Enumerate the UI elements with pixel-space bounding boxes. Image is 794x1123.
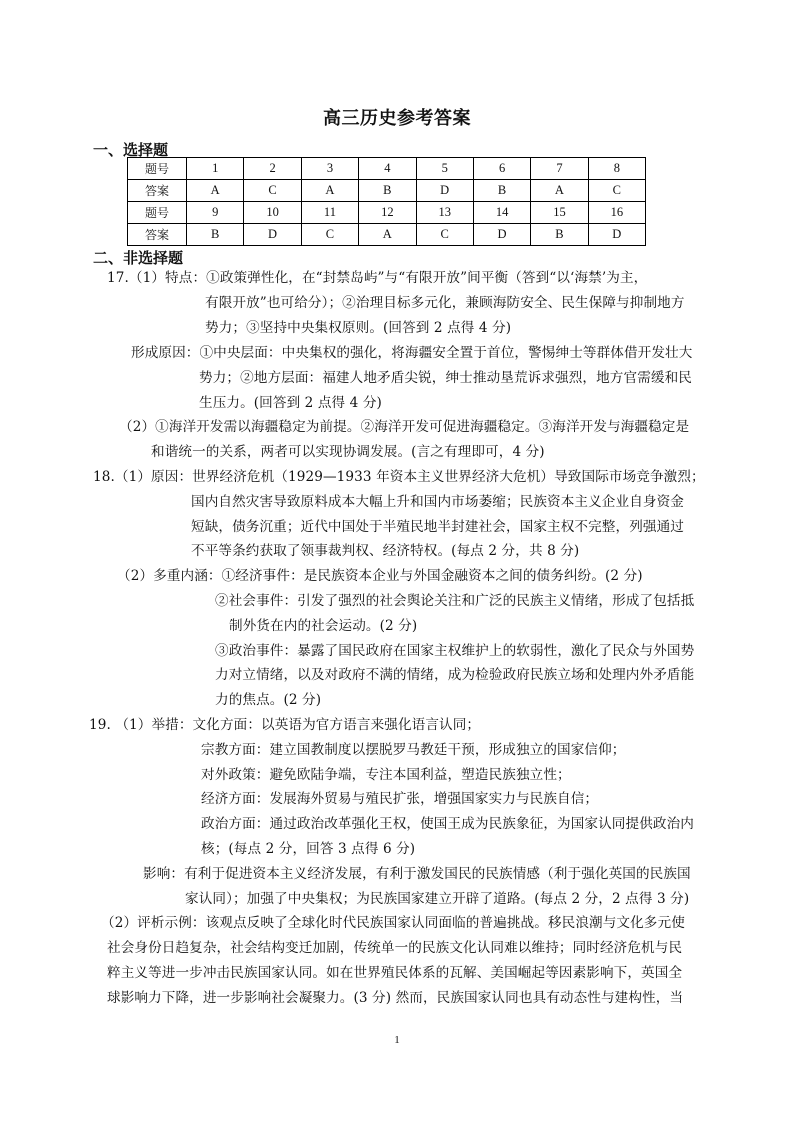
answer-line: 经济方面：发展海外贸易与殖民扩张，增强国家实力与民族自信；: [201, 791, 599, 807]
answer-line: （2）评析示例：该观点反映了全球化时代民族国家认同面临的普遍挑战。移民浪潮与文化多元使: [101, 915, 685, 931]
table-row: [128, 202, 646, 224]
row-label: 答案: [128, 180, 187, 202]
answer-line: 势力；②地方层面：福建人地矛盾尖锐，绅士推动垦荒诉求强烈，地方官需缓和民: [199, 370, 692, 386]
table-cell: 5: [416, 158, 473, 180]
page-number: 1: [394, 1034, 400, 1046]
answer-line: （2）多重内涵：①经济事件：是民族资本企业与外国金融资本之间的债务纠纷。(2 分): [117, 568, 643, 584]
answer-line: 不平等条约获取了领事裁判权、经济特权。(每点 2 分，共 8 分): [191, 543, 580, 559]
table-cell: C: [301, 224, 358, 246]
answer-line: 形成原因：①中央层面：中央集权的强化，将海疆安全置于首位，警惕绅士等群体借开发壮大: [131, 345, 693, 361]
section-heading-nonchoice: 二、非选择题: [93, 249, 184, 267]
table-cell: B: [531, 224, 588, 246]
table-row: [128, 224, 646, 246]
table-cell: 15: [531, 202, 588, 224]
table-cell: 11: [301, 202, 358, 224]
table-cell: 6: [473, 158, 530, 180]
row-label: 题号: [128, 158, 187, 180]
answer-line: 球影响力下降，进一步影响社会凝聚力。(3 分) 然而，民族国家认同也具有动态性与建构性，当: [107, 990, 684, 1006]
answer-line: 19. （1）举措：文化方面：以英语为官方语言来强化语言认同；: [89, 717, 481, 733]
answer-line: 17.（1）特点：①政策弹性化，在“封禁岛屿”与“有限开放”间平衡（答到“以‘海禁’为主，: [107, 270, 648, 286]
table-cell: D: [473, 224, 530, 246]
page-title: 高三历史参考答案: [323, 108, 471, 129]
table-cell: 4: [359, 158, 416, 180]
table-row: [128, 158, 646, 180]
answer-line: 有限开放”也可给分）；②治理目标多元化，兼顾海防安全、民生保障与抑制地方: [205, 295, 685, 311]
table-cell: D: [244, 224, 301, 246]
answer-line: 短缺，债务沉重；近代中国处于半殖民地半封建社会，国家主权不完整，列强通过: [191, 519, 684, 535]
table-cell: 14: [473, 202, 530, 224]
answer-line: 核；(每点 2 分，回答 3 点得 6 分): [201, 841, 416, 857]
table-row: [128, 180, 646, 202]
answer-line: 社会身份日趋复杂，社会结构变迁加剧，传统单一的民族文化认同难以维持；同时经济危机与民: [107, 940, 683, 956]
table-cell: C: [416, 224, 473, 246]
answer-line: 势力；③坚持中央集权原则。(回答到 2 点得 4 分): [205, 320, 512, 336]
table-cell: A: [301, 180, 358, 202]
table-cell: 7: [531, 158, 588, 180]
table-cell: 9: [187, 202, 244, 224]
answer-line: ②社会事件：引发了强烈的社会舆论关注和广泛的民族主义情绪，形成了包括抵: [215, 593, 695, 609]
row-label: 题号: [128, 202, 187, 224]
answer-line: 家认同）；加强了中央集权；为民族国家建立开辟了道路。(每点 2 分，2 点得 3 分): [185, 891, 690, 907]
answer-line: 制外货在内的社会运动。(2 分): [229, 618, 418, 634]
table-cell: 12: [359, 202, 416, 224]
table-cell: D: [416, 180, 473, 202]
table-cell: 2: [244, 158, 301, 180]
answer-line: 生压力。(回答到 2 点得 4 分): [199, 395, 382, 411]
table-cell: 3: [301, 158, 358, 180]
answer-line: 18.（1）原因：世界经济危机（1929—1933 年资本主义世界经济大危机）导致国际市场竞争激烈；: [93, 469, 705, 485]
answer-line: 影响：有利于促进资本主义经济发展，有利于激发国民的民族情感（利于强化英国的民族国: [143, 866, 691, 882]
answer-line: 力的焦点。(2 分): [215, 692, 322, 708]
answer-line: （2）①海洋开发需以海疆稳定为前提。②海洋开发可促进海疆稳定。③海洋开发与海疆稳定是: [119, 419, 690, 435]
table-cell: B: [359, 180, 416, 202]
table-cell: 1: [187, 158, 244, 180]
table-cell: 8: [588, 158, 645, 180]
answer-line: 国内自然灾害导致原料成本大幅上升和国内市场萎缩；民族资本主义企业自身资金: [191, 494, 684, 510]
table-cell: D: [588, 224, 645, 246]
table-cell: A: [531, 180, 588, 202]
table-cell: B: [187, 224, 244, 246]
table-cell: A: [187, 180, 244, 202]
table-cell: 10: [244, 202, 301, 224]
answer-line: 力对立情绪，以及对政府不满的情绪，成为检验政府民族立场和处理内外矛盾能: [215, 667, 695, 683]
table-cell: 13: [416, 202, 473, 224]
table-cell: C: [244, 180, 301, 202]
answer-table: [127, 157, 646, 246]
table-cell: B: [473, 180, 530, 202]
answer-line: 和谐统一的关系，两者可以实现协调发展。(言之有理即可，4 分): [151, 444, 545, 460]
answer-line: 对外政策：避免欧陆争端，专注本国利益，塑造民族独立性；: [201, 767, 571, 783]
table-cell: C: [588, 180, 645, 202]
row-label: 答案: [128, 224, 187, 246]
table-cell: 16: [588, 202, 645, 224]
answer-line: 宗教方面：建立国教制度以摆脱罗马教廷干预，形成独立的国家信仰；: [201, 742, 626, 758]
answer-line: ③政治事件：暴露了国民政府在国家主权维护上的软弱性，激化了民众与外国势: [215, 643, 695, 659]
answer-line: 粹主义等进一步冲击民族国家认同。如在世界殖民体系的瓦解、美国崛起等因素影响下，英国全: [107, 965, 683, 981]
answer-line: 政治方面：通过政治改革强化王权，使国王成为民族象征，为国家认同提供政治内: [201, 816, 694, 832]
table-cell: A: [359, 224, 416, 246]
section-heading-choice: 一、选择题: [93, 141, 169, 159]
